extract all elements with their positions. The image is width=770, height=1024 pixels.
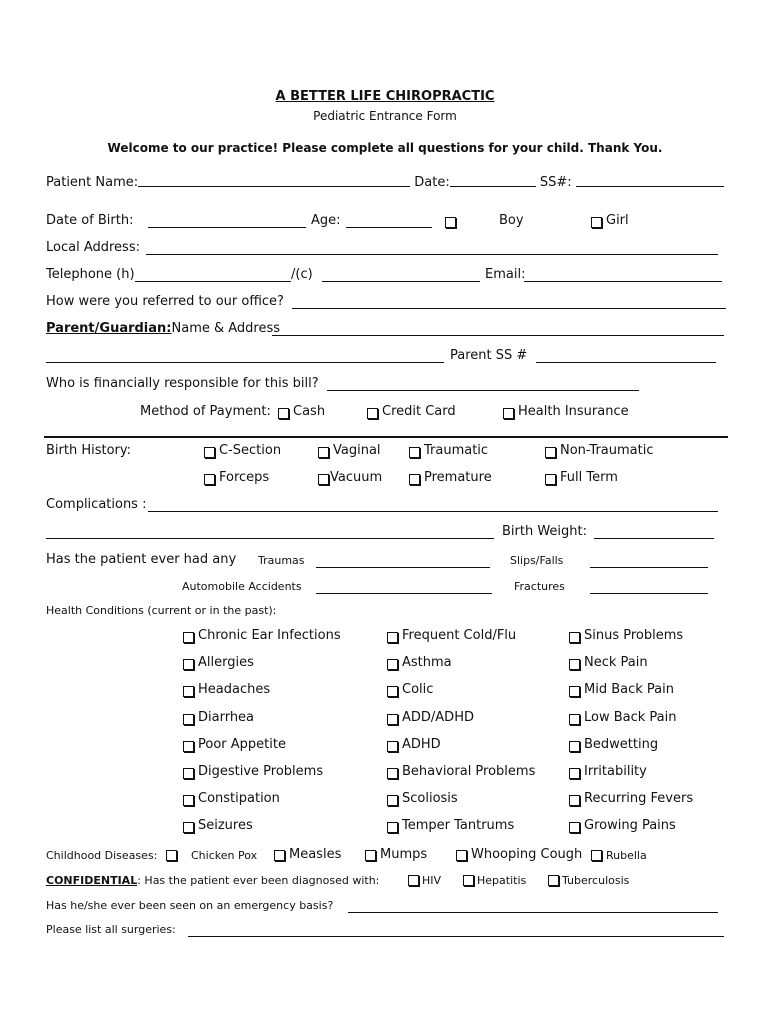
full-term-checkbox[interactable] [545, 474, 556, 485]
confidential-label: CONFIDENTIAL [46, 874, 138, 887]
birth-history-label: Birth History: [46, 443, 132, 458]
complications-label: Complications : [46, 497, 147, 512]
add-adhd-checkbox[interactable] [387, 714, 398, 725]
tuberculosis-checkbox[interactable] [548, 875, 559, 886]
forceps-checkbox[interactable] [204, 474, 215, 485]
recurring-fevers-label: Recurring Fevers [584, 791, 694, 806]
adhd-checkbox[interactable] [387, 741, 398, 752]
poor-appetite-label: Poor Appetite [198, 737, 286, 752]
digestive-problems-label: Digestive Problems [198, 764, 324, 779]
diarrhea-checkbox[interactable] [183, 714, 194, 725]
traumas-intro: Has the patient ever had any [46, 552, 237, 567]
emergency-label: Has he/she ever been seen on an emergency basis? [46, 899, 334, 912]
girl-checkbox[interactable] [591, 217, 602, 228]
hiv-label: HIV [422, 874, 442, 887]
form-title: A BETTER LIFE CHIROPRACTIC [275, 89, 495, 104]
chronic-ear-infections-label: Chronic Ear Infections [198, 628, 341, 643]
traumatic-checkbox[interactable] [409, 447, 420, 458]
seizures-label: Seizures [198, 818, 253, 833]
referred-field[interactable] [292, 296, 726, 309]
measles-checkbox[interactable] [274, 850, 285, 861]
mumps-label: Mumps [380, 847, 428, 862]
traumas-label: Traumas [258, 554, 305, 567]
ssn-label: SS#: [539, 175, 572, 190]
surgeries-label: Please list all surgeries: [46, 923, 176, 936]
non-traumatic-label: Non-Traumatic [560, 443, 654, 458]
ssn-field[interactable] [576, 174, 724, 187]
email-label: Email: [485, 267, 526, 282]
confidential-question: : Has the patient ever been diagnosed with: [137, 874, 380, 887]
parent-ss-field[interactable] [536, 350, 716, 363]
parent-ss-label: Parent SS # [450, 348, 528, 363]
growing-pains-label: Growing Pains [584, 818, 676, 833]
whooping-cough-checkbox[interactable] [456, 850, 467, 861]
hepatitis-label: Hepatitis [477, 874, 527, 887]
patient-name-row [46, 174, 724, 190]
credit-card-label: Credit Card [382, 404, 456, 419]
c-section-label: C-Section [219, 443, 282, 458]
scoliosis-checkbox[interactable] [387, 795, 398, 806]
chronic-ear-infections-checkbox[interactable] [183, 632, 194, 643]
financial-label: Who is financially responsible for this bill? [46, 376, 319, 391]
adhd-label: ADHD [402, 737, 441, 752]
mid-back-pain-label: Mid Back Pain [584, 682, 674, 697]
credit-card-checkbox[interactable] [367, 408, 378, 419]
boy-label: Boy [499, 213, 524, 228]
bedwetting-label: Bedwetting [584, 737, 659, 752]
fractures-label: Fractures [514, 580, 565, 593]
payment-label: Method of Payment: [140, 404, 271, 419]
allergies-checkbox[interactable] [183, 659, 194, 670]
confidential-row [46, 874, 379, 887]
colic-checkbox[interactable] [387, 686, 398, 697]
cash-label: Cash [293, 404, 326, 419]
slips-falls-field[interactable] [590, 555, 708, 568]
frequent-cold-flu-checkbox[interactable] [387, 632, 398, 643]
parent-guardian-label: Parent/Guardian: [46, 321, 172, 336]
boy-checkbox[interactable] [445, 217, 456, 228]
hiv-checkbox[interactable] [408, 875, 419, 886]
vacuum-label: Vacuum [330, 470, 383, 485]
fractures-field[interactable] [590, 581, 708, 594]
auto-accidents-label: Automobile Accidents [182, 580, 302, 593]
growing-pains-checkbox[interactable] [569, 822, 580, 833]
headaches-checkbox[interactable] [183, 686, 194, 697]
girl-label: Girl [606, 213, 629, 228]
bedwetting-checkbox[interactable] [569, 741, 580, 752]
welcome-text: Welcome to our practice! Please complete all questions for your child. Thank You. [107, 141, 663, 155]
allergies-label: Allergies [198, 655, 254, 670]
parent-address-field-2[interactable] [46, 350, 444, 363]
telephone-h-label: Telephone (h) [46, 267, 135, 282]
age-label: Age: [311, 213, 341, 228]
mumps-checkbox[interactable] [365, 850, 376, 861]
asthma-checkbox[interactable] [387, 659, 398, 670]
auto-accidents-field[interactable] [316, 581, 492, 594]
childhood-diseases-label: Childhood Diseases: [46, 849, 158, 862]
whooping-cough-label: Whooping Cough [471, 847, 583, 862]
add-adhd-label: ADD/ADHD [402, 710, 474, 725]
temper-tantrums-label: Temper Tantrums [402, 818, 515, 833]
non-traumatic-checkbox[interactable] [545, 447, 556, 458]
irritability-label: Irritability [584, 764, 647, 779]
telephone-c-field[interactable] [322, 269, 480, 282]
temper-tantrums-checkbox[interactable] [387, 822, 398, 833]
hepatitis-checkbox[interactable] [463, 875, 474, 886]
scoliosis-label: Scoliosis [402, 791, 458, 806]
health-insurance-label: Health Insurance [518, 404, 629, 419]
constipation-label: Constipation [198, 791, 280, 806]
neck-pain-checkbox[interactable] [569, 659, 580, 670]
complications-field[interactable] [148, 499, 718, 512]
behavioral-problems-checkbox[interactable] [387, 768, 398, 779]
neck-pain-label: Neck Pain [584, 655, 648, 670]
sinus-problems-label: Sinus Problems [584, 628, 684, 643]
poor-appetite-checkbox[interactable] [183, 741, 194, 752]
financial-field[interactable] [327, 378, 639, 391]
surgeries-field[interactable] [188, 924, 724, 937]
irritability-checkbox[interactable] [569, 768, 580, 779]
behavioral-problems-label: Behavioral Problems [402, 764, 536, 779]
dob-label: Date of Birth: [46, 213, 134, 228]
birth-weight-label: Birth Weight: [502, 524, 588, 539]
section-divider [44, 436, 728, 438]
referred-label: How were you referred to our office? [46, 294, 284, 309]
health-conditions-label: Health Conditions (current or in the past): [46, 604, 277, 617]
dob-field[interactable] [148, 215, 306, 228]
parent-row [46, 321, 280, 336]
form-subtitle: Pediatric Entrance Form [313, 109, 457, 123]
chicken-pox-checkbox[interactable] [166, 850, 177, 861]
full-term-label: Full Term [560, 470, 618, 485]
constipation-checkbox[interactable] [183, 795, 194, 806]
headaches-label: Headaches [198, 682, 271, 697]
digestive-problems-checkbox[interactable] [183, 768, 194, 779]
premature-label: Premature [424, 470, 492, 485]
low-back-pain-checkbox[interactable] [569, 714, 580, 725]
parent-name-address-field[interactable] [272, 323, 724, 336]
tuberculosis-label: Tuberculosis [562, 874, 630, 887]
telephone-h-field[interactable] [135, 269, 291, 282]
date-field[interactable] [450, 174, 536, 187]
telephone-c-label: /(c) [291, 267, 313, 282]
recurring-fevers-checkbox[interactable] [569, 795, 580, 806]
parent-name-address-label: Name & Address [171, 321, 281, 336]
asthma-label: Asthma [402, 655, 452, 670]
vaginal-checkbox[interactable] [318, 447, 329, 458]
emergency-field[interactable] [348, 900, 718, 913]
traumatic-label: Traumatic [424, 443, 489, 458]
premature-checkbox[interactable] [409, 474, 420, 485]
rubella-checkbox[interactable] [591, 850, 602, 861]
patient-name-field[interactable] [138, 174, 410, 187]
forceps-label: Forceps [219, 470, 270, 485]
measles-label: Measles [289, 847, 342, 862]
local-address-label: Local Address: [46, 240, 140, 255]
rubella-label: Rubella [606, 849, 647, 862]
slips-falls-label: Slips/Falls [510, 554, 564, 567]
chicken-pox-label: Chicken Pox [191, 849, 258, 862]
health-insurance-checkbox[interactable] [503, 408, 514, 419]
vaginal-label: Vaginal [333, 443, 381, 458]
frequent-cold-flu-label: Frequent Cold/Flu [402, 628, 517, 643]
local-address-field[interactable] [146, 242, 718, 255]
seizures-checkbox[interactable] [183, 822, 194, 833]
birth-weight-field[interactable] [594, 526, 714, 539]
vacuum-checkbox[interactable] [318, 474, 329, 485]
complications-field-2[interactable] [46, 526, 494, 539]
patient-name-label: Patient Name: [46, 175, 139, 190]
age-field[interactable] [346, 215, 432, 228]
c-section-checkbox[interactable] [204, 447, 215, 458]
colic-label: Colic [402, 682, 434, 697]
diarrhea-label: Diarrhea [198, 710, 255, 725]
cash-checkbox[interactable] [278, 408, 289, 419]
mid-back-pain-checkbox[interactable] [569, 686, 580, 697]
email-field[interactable] [524, 269, 722, 282]
sinus-problems-checkbox[interactable] [569, 632, 580, 643]
low-back-pain-label: Low Back Pain [584, 710, 677, 725]
traumas-field[interactable] [316, 555, 490, 568]
date-label: Date: [414, 175, 450, 190]
